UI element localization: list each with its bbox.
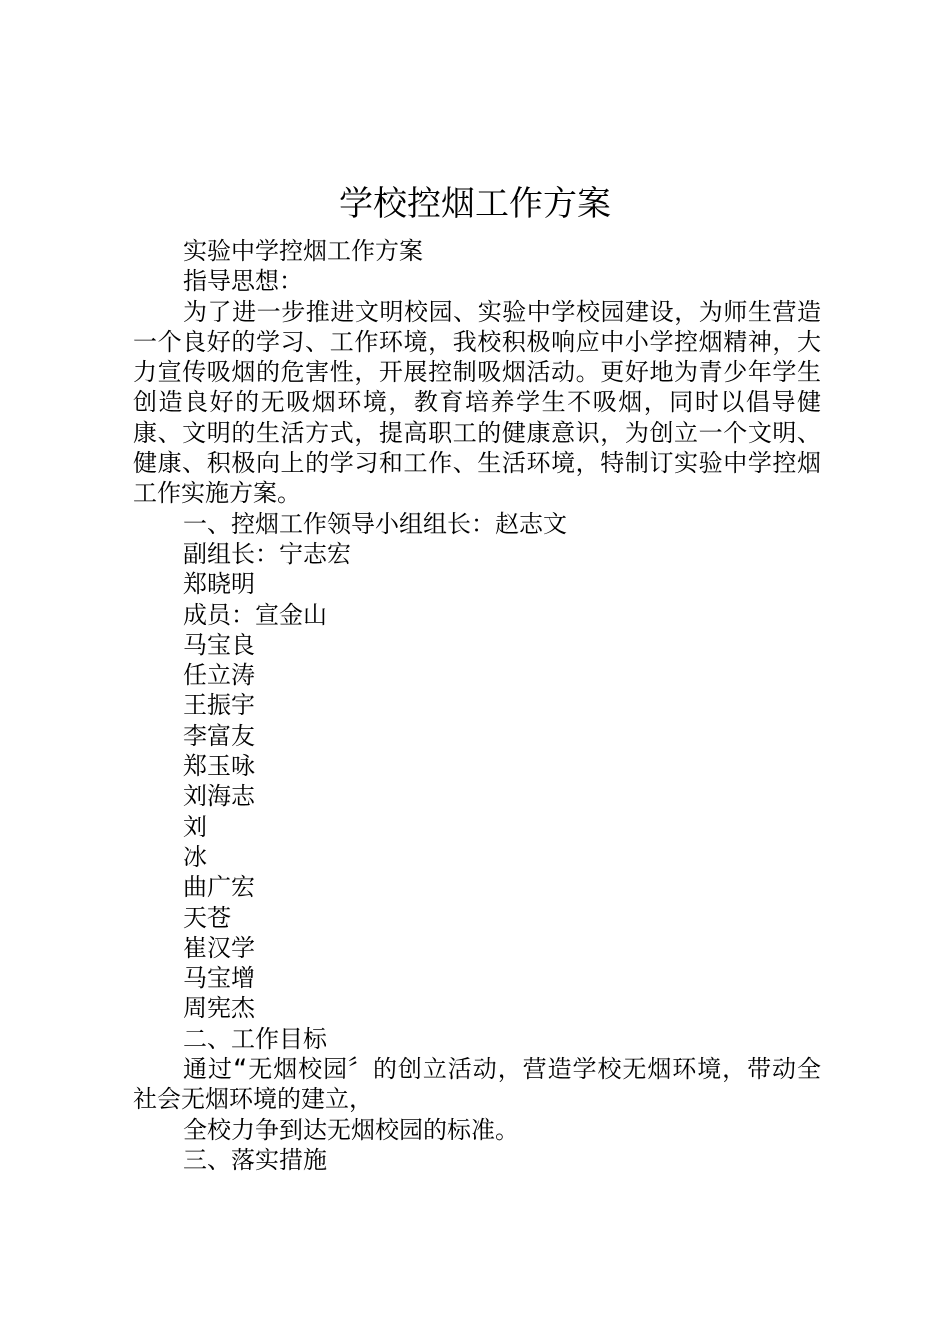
deputy-leader-line: 副组长：宁志宏: [183, 539, 351, 568]
document-title: 学校控烟工作方案: [339, 184, 611, 224]
name-line: 曲广宏: [183, 873, 255, 902]
name-line: 马宝良: [183, 630, 255, 659]
name-line: 王振宇: [183, 691, 255, 720]
subtitle: 实验中学控烟工作方案: [183, 237, 423, 265]
members-line: 成员：宣金山: [183, 600, 327, 629]
section-heading-measures: 三、落实措施: [183, 1145, 327, 1174]
section-heading-guiding-ideology: 指导思想：: [183, 267, 303, 296]
name-line: 刘: [183, 812, 207, 841]
name-line: 周宪杰: [183, 994, 255, 1023]
name-line: 天苍: [183, 903, 231, 932]
section-heading-work-goals: 二、工作目标: [183, 1024, 327, 1053]
name-line: 崔汉学: [183, 933, 255, 962]
name-line: 刘海志: [183, 782, 255, 811]
document-body: [133, 236, 821, 1175]
paragraph-guiding-ideology: 为了进一步推进文明校园、实验中学校园建设，为师生营造一个良好的学习、工作环境，我校积极响应中小学控烟精神，大力宣传吸烟的危害性，开展控制吸烟活动。更好地为青少年学生创造良好的无吸烟环境，教育培养学生不吸烟，同时以倡导健康、文明的生活方式，提高职工的健康意识，为创立一个文明、健康、积极向上的学习和工作、生活环境，特制订实验中学控烟工作实施方案。: [133, 297, 821, 508]
name-line: 李富友: [183, 721, 255, 750]
name-line: 冰: [183, 842, 207, 871]
paragraph-work-goals: 通过“无烟校园〞的创立活动，营造学校无烟环境，带动全社会无烟环境的建立，: [133, 1055, 821, 1114]
name-line: 郑晓明: [183, 570, 255, 599]
paragraph-work-goals-standard: 全校力争到达无烟校园的标准。: [183, 1115, 519, 1144]
name-line: 郑玉咏: [183, 752, 255, 781]
name-line: 任立涛: [183, 661, 255, 690]
name-line: 马宝增: [183, 964, 255, 993]
section-heading-leadership-group: 一、控烟工作领导小组组长：赵志文: [183, 509, 567, 538]
